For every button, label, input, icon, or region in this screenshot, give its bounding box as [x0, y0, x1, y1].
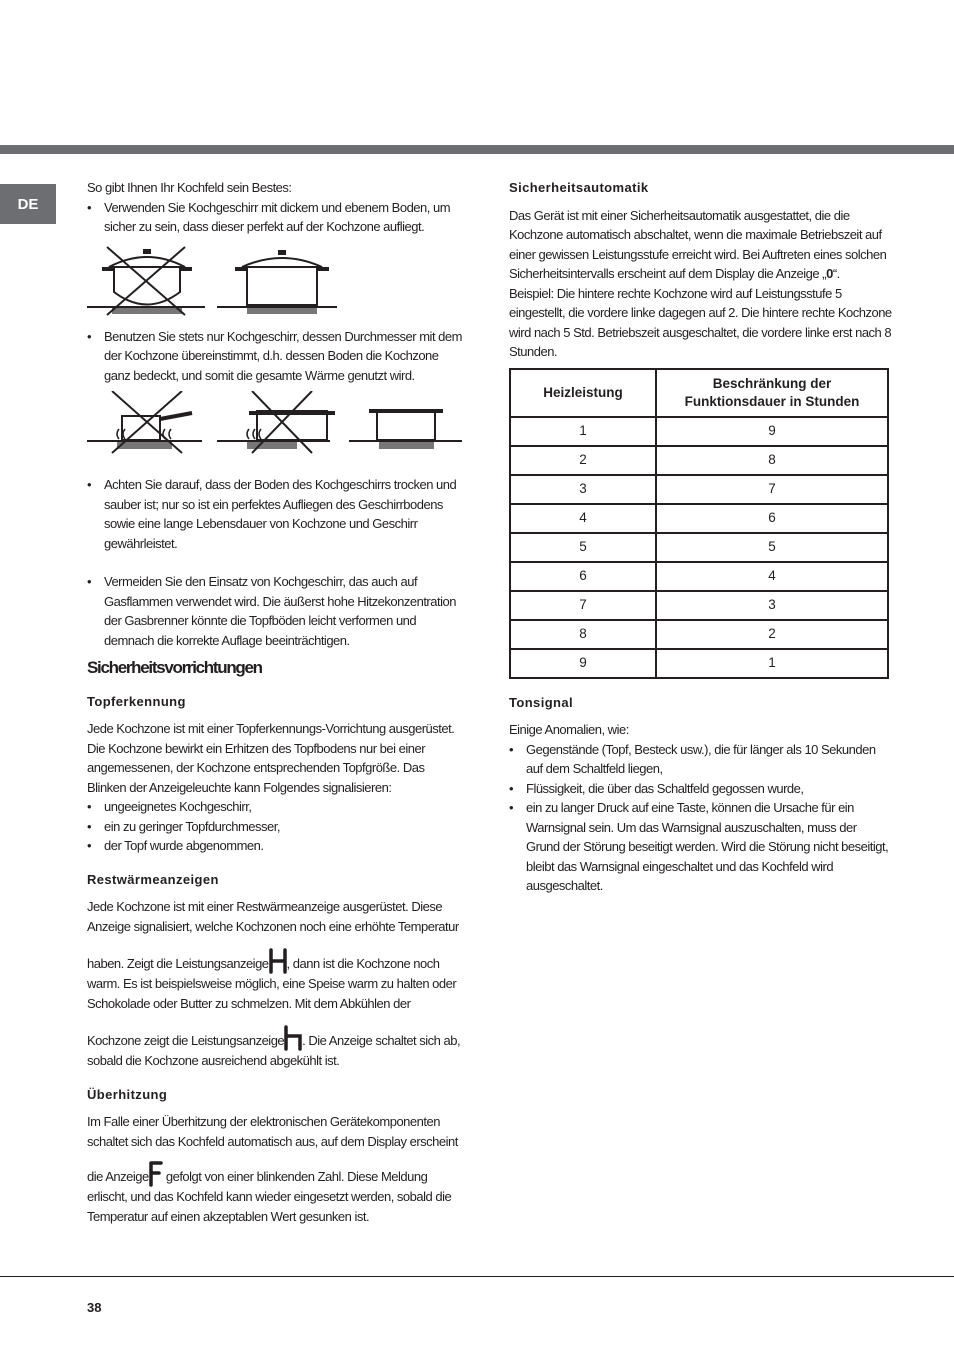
ueber-text-2a: die Anzeige [87, 1169, 149, 1184]
ueber-text-1: Im Falle einer Überhitzung der elektronischen Gerätekomponenten schaltet sich das Kochfeld automatisch aus, auf dem Display erscheint [87, 1114, 458, 1149]
table-cell: 4 [656, 562, 888, 591]
rest-text-3 [87, 1025, 465, 1071]
list-item: • ungeeignetes Kochgeschirr, [87, 797, 465, 817]
list-item: • der Topf wurde abgenommen. [87, 836, 465, 856]
table-header-row [510, 369, 888, 417]
tips-list-2 [87, 327, 465, 386]
topf-text: Jede Kochzone ist mit einer Topferkennungs-Vorrichtung ausgerüstet. Die Kochzone bewirkt ein Erhitzen des Topfbodens nur bei einer angemessenen, der Kochzone entsprechenden Topfgröße. Das Blinken der Anzeigeleuchte kann Folgendes signalisieren: [87, 721, 455, 795]
table-cell: 2 [656, 620, 888, 649]
rest-text-3b: . Die Anzeige schaltet sich ab, sobald die Kochzone ausreichend abgekühlt ist. [87, 1033, 461, 1068]
auto-open-quote: „ [822, 266, 827, 281]
rest-text-2a: haben. Zeigt die Leistungsanzeige [87, 956, 269, 971]
display-H-icon [269, 948, 287, 974]
table-cell: 9 [510, 649, 656, 678]
intro-text: So gibt Ihnen Ihr Kochfeld sein Bestes: [87, 180, 292, 195]
ueber-text-2 [87, 1161, 465, 1226]
table-row [510, 475, 888, 504]
tips-list-1 [87, 198, 465, 237]
table-cell: 5 [656, 533, 888, 562]
tip-flat-bottom: • Verwenden Sie Kochgeschirr mit dickem und ebenem Boden, um sicher zu sein, dass dieser perfekt auf der Kochzone aufliegt. [87, 198, 465, 237]
table-row [510, 504, 888, 533]
tips-list-3 [87, 475, 465, 650]
right-column [509, 178, 893, 896]
auto-text-2: Beispiel: Die hintere rechte Kochzone wird auf Leistungsstufe 5 eingestellt, die vordere linke dagegen auf 2. Die hintere rechte Kochzone wird nach 5 Std. Betriebszeit ausgeschaltet, die vordere linke erst nach 8 Stunden. [509, 285, 892, 359]
rest-text-3a: Kochzone zeigt die Leistungsanzeige [87, 1033, 285, 1048]
duration-table [509, 368, 889, 679]
table-cell: 8 [510, 620, 656, 649]
table-cell: 8 [656, 446, 888, 475]
language-tab: DE [0, 184, 56, 224]
table-cell: 3 [656, 591, 888, 620]
ton-intro: Einige Anomalien, wie: [509, 722, 629, 737]
pot-curved-bottom-icon [87, 247, 205, 315]
table-row [510, 446, 888, 475]
pot-zone-mismatch-icon [217, 391, 335, 453]
table-cell: 6 [510, 562, 656, 591]
footer-rule [0, 1276, 954, 1277]
auto-close-quote: “. [832, 266, 840, 281]
rest-title: Restwärmeanzeigen [87, 871, 219, 887]
auto-text-1a: Das Gerät ist mit einer Sicherheitsautomatik ausgestattet, die die Kochzone automatisch abschaltet, wenn die maximale Betriebszeit auf einer gewissen Leistungsstufe erreicht wird. Bei Auftreten eines solchen Sicherheitsintervalls erscheint auf dem Display die Anzeige [509, 207, 887, 281]
pot-flatness-illustration [87, 237, 347, 317]
rest-text-2b: , dann ist die Kochzone noch warm. Es ist beispielsweise möglich, eine Speise warm zu halten oder Schokolade oder Butter zu schmelzen. Mit dem Abkühlen der [87, 956, 457, 1011]
display-zero: 0 [826, 266, 833, 281]
list-item: • ein zu geringer Topfdurchmesser, [87, 817, 465, 837]
table-cell: 6 [656, 504, 888, 533]
topf-list [87, 797, 465, 856]
display-F-icon [149, 1161, 163, 1187]
table-row [510, 620, 888, 649]
list-item: • Gegenstände (Topf, Besteck usw.), die für länger als 10 Sekunden auf dem Schaltfeld liegen, [509, 740, 893, 779]
table-row [510, 533, 888, 562]
table-cell: 1 [510, 417, 656, 446]
table-cell: 7 [510, 591, 656, 620]
page-number: 38 [87, 1300, 102, 1315]
list-item: • ein zu langer Druck auf eine Taste, können die Ursache für ein Warnsignal sein. Um das Warnsignal auszuschalten, muss der Grund der Störung beseitigt werden. Wird die Störung nicht beseitigt, bleibt das Warnsignal eingeschaltet und das Kochfeld wird ausgeschaltet. [509, 798, 893, 896]
table-row [510, 591, 888, 620]
table-row [510, 562, 888, 591]
display-h-icon [284, 1025, 302, 1051]
tip-no-gas-pots: • Vermeiden Sie den Einsatz von Kochgeschirr, das auch auf Gasflammen verwendet wird. Die äußerst hohe Hitzekonzentration der Gasbrenner könnte die Topfböden leicht verformen und demnach die korrekte Auflage beeinträchtigen. [87, 572, 465, 650]
topf-title: Topferkennung [87, 693, 186, 709]
table-cell: 2 [510, 446, 656, 475]
rest-text-2 [87, 948, 465, 1013]
table-cell: 1 [656, 649, 888, 678]
ueber-title: Überhitzung [87, 1086, 168, 1102]
auto-title: Sicherheitsautomatik [509, 180, 649, 195]
pot-size-illustration [87, 391, 465, 461]
left-column [87, 178, 465, 1226]
tip-diameter: • Benutzen Sie stets nur Kochgeschirr, dessen Durchmesser mit dem der Kochzone übereinstimmt, d.h. dessen Boden die Kochzone ganz bedeckt, und somit die gesamte Wärme genutzt wird. [87, 327, 465, 386]
table-row [510, 417, 888, 446]
auto-text-1 [509, 206, 893, 284]
ueber-text-2b: gefolgt von einer blinkenden Zahl. Diese Meldung erlischt, und das Kochfeld kann wieder eingesetzt werden, sobald die Temperatur auf einen akzeptablen Wert gesunken ist. [87, 1169, 452, 1224]
header-bar [0, 145, 954, 154]
table-header-heizleistung: Heizleistung [510, 369, 656, 417]
section-title: Sicherheitsvorrichtungen [87, 658, 262, 677]
ton-list [509, 740, 893, 896]
tip-dry-bottom: • Achten Sie darauf, dass der Boden des Kochgeschirrs trocken und sauber ist; nur so ist ein perfektes Aufliegen des Geschirrbodens sowie eine lange Lebensdauer von Kochzone und Geschirr gewährleistet. [87, 475, 465, 553]
table-cell: 3 [510, 475, 656, 504]
table-row [510, 649, 888, 678]
table-cell: 9 [656, 417, 888, 446]
table-header-dauer: Beschränkung der Funktionsdauer in Stunden [656, 369, 888, 417]
table-cell: 7 [656, 475, 888, 504]
table-cell: 4 [510, 504, 656, 533]
table-cell: 5 [510, 533, 656, 562]
ton-title: Tonsignal [509, 694, 574, 710]
rest-text-1: Jede Kochzone ist mit einer Restwärmeanzeige ausgerüstet. Diese Anzeige signalisiert, welche Kochzonen noch eine erhöhte Temperatur [87, 899, 459, 934]
pot-flat-bottom-icon [217, 250, 337, 314]
list-item: • Flüssigkeit, die über das Schaltfeld gegossen wurde, [509, 779, 893, 799]
pot-too-small-icon [87, 391, 202, 453]
pot-correct-size-icon [349, 409, 462, 449]
